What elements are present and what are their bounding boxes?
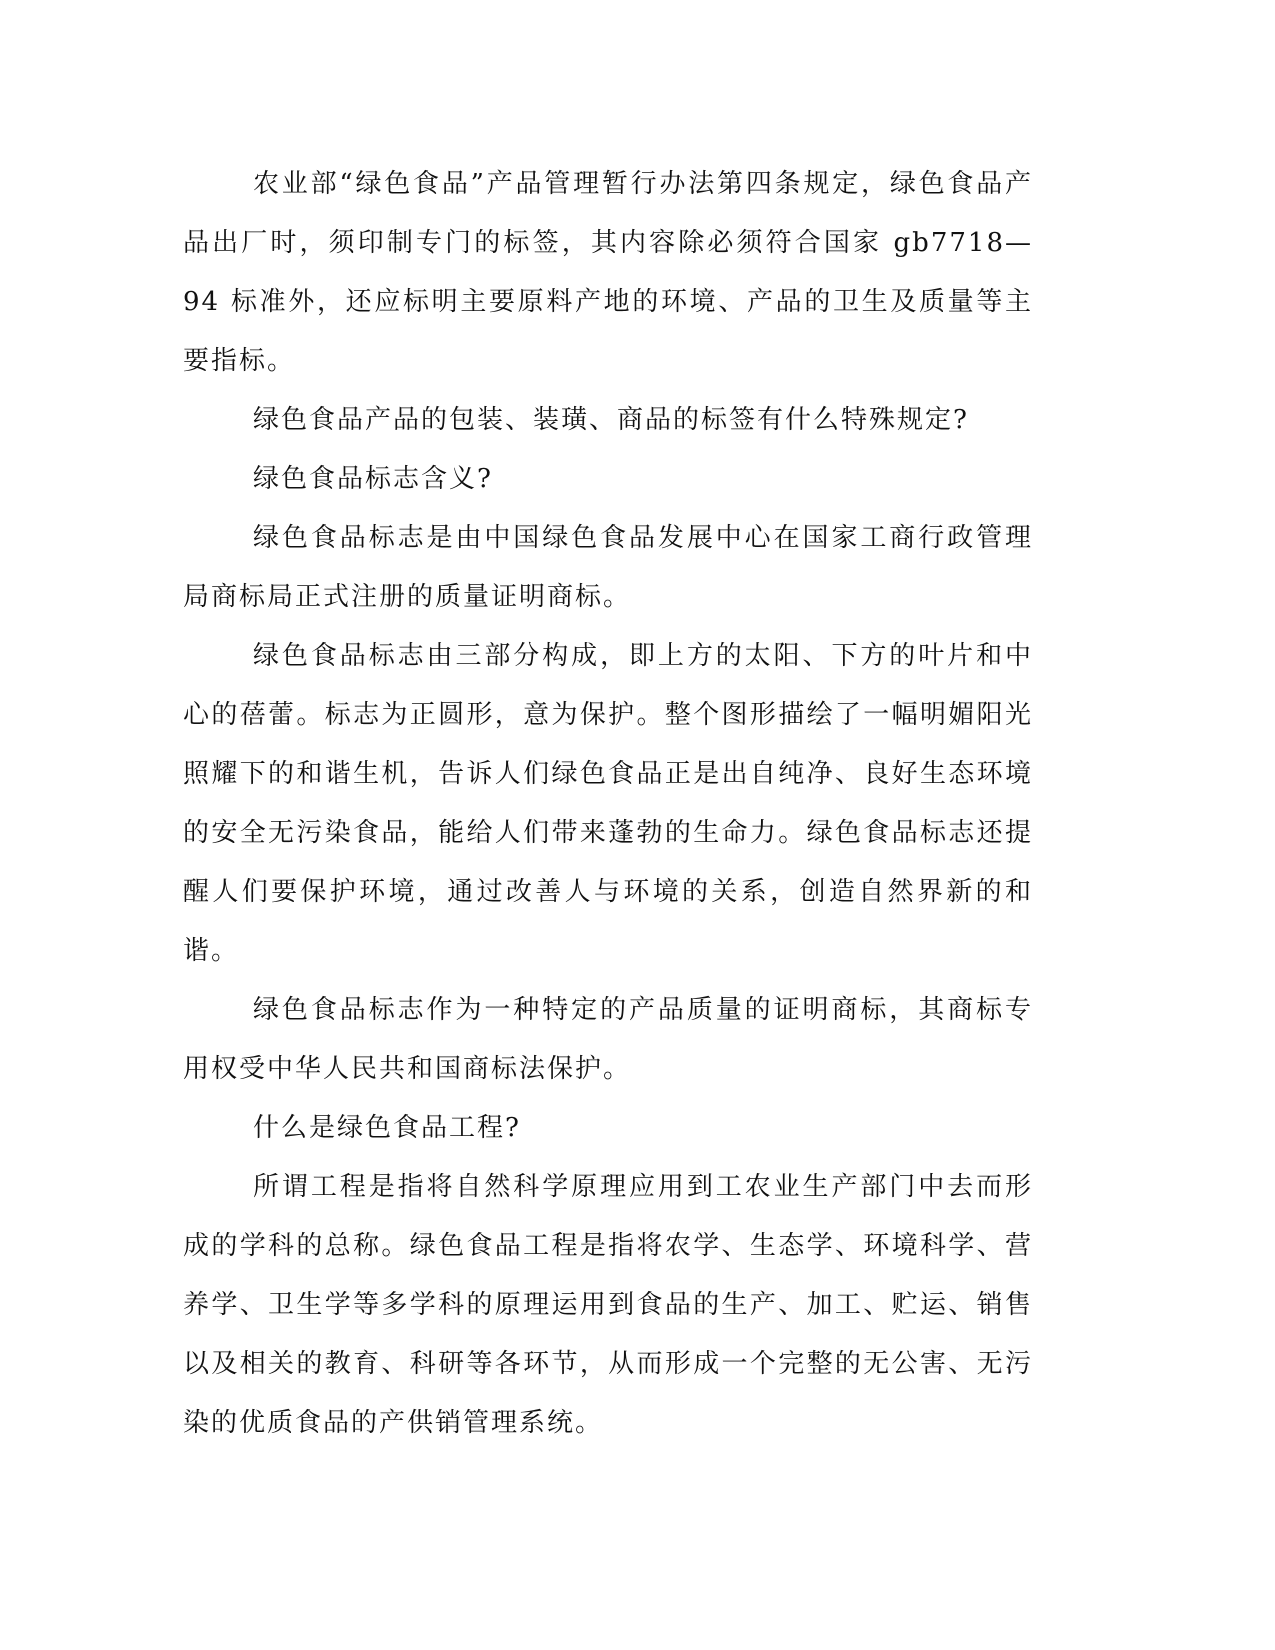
paragraph-question-engineering: 什么是绿色食品工程? <box>253 1113 521 1143</box>
paragraph-engineering-definition: 所谓工程是指将自然科学原理应用到工农业生产部门中去而形成的学科的总称。绿色食品工程是指将农学、生态学、环境科学、营养学、卫生学等多学科的原理运用到食品的生产、加工、贮运、销售以及相关的教育、科研等各环节，从而形成一个完整的无公害、无污染的优质食品的产供销管理系统。 <box>183 1172 1033 1438</box>
paragraph-question-logo-meaning: 绿色食品标志含义? <box>253 464 493 494</box>
paragraph-question-packaging: 绿色食品产品的包装、装璜、商品的标签有什么特殊规定? <box>253 405 969 435</box>
paragraph-trademark-protection: 绿色食品标志作为一种特定的产品质量的证明商标，其商标专用权受中华人民共和国商标法保护。 <box>183 995 1033 1084</box>
document-body <box>183 155 1033 1453</box>
paragraph-logo-registration: 绿色食品标志是由中国绿色食品发展中心在国家工商行政管理局商标局正式注册的质量证明商标。 <box>183 523 1033 612</box>
paragraph-logo-description: 绿色食品标志由三部分构成，即上方的太阳、下方的叶片和中心的蓓蕾。标志为正圆形，意为保护。整个图形描绘了一幅明媚阳光照耀下的和谐生机，告诉人们绿色食品正是出自纯净、良好生态环境的安全无污染食品，能给人们带来蓬勃的生命力。绿色食品标志还提醒人们要保护环境，通过改善人与环境的关系，创造自然界新的和谐。 <box>183 641 1033 966</box>
paragraph-label-regulation: 农业部“绿色食品”产品管理暂行办法第四条规定，绿色食品产品出厂时，须印制专门的标签，其内容除必须符合国家 gb7718—94 标准外，还应标明主要原料产地的环境、产品的卫生及质量等主要指标。 <box>183 169 1033 376</box>
